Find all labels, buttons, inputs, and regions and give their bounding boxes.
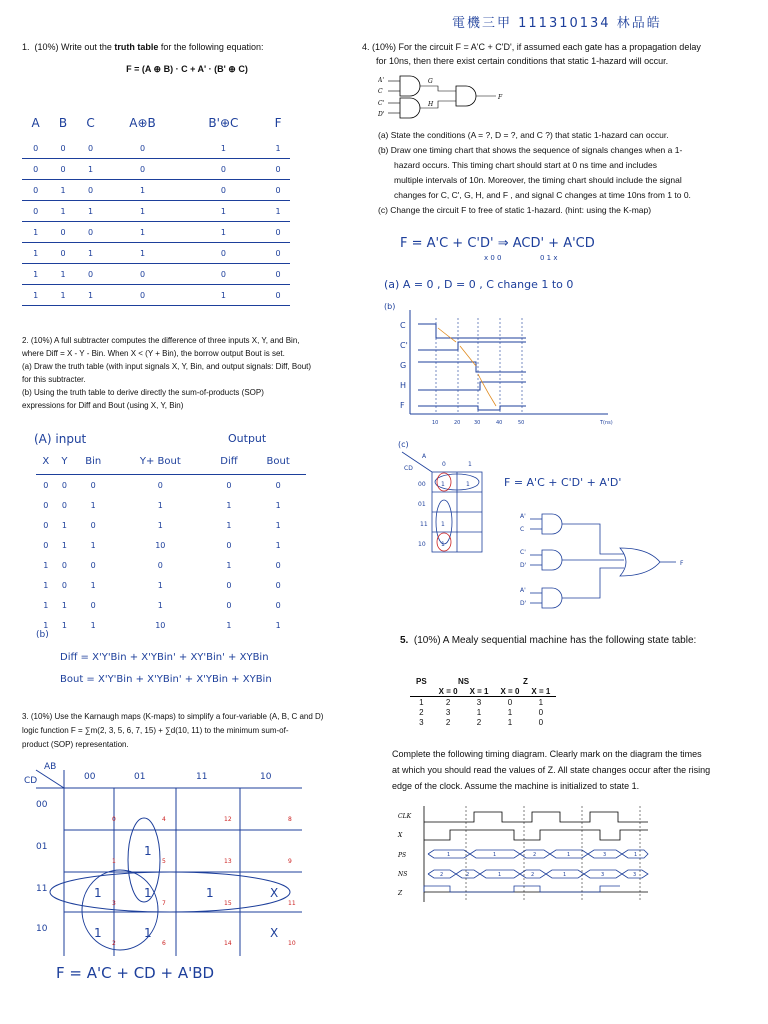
q3-kmap-col: 00	[84, 772, 96, 782]
table-cell: 1	[157, 600, 163, 610]
q3-kmap-minterm: 5	[162, 858, 166, 865]
table-cell: 1	[90, 500, 96, 510]
q4-label-b: (b)	[384, 302, 396, 311]
q1-header: C	[86, 116, 95, 130]
table-cell: 3	[464, 697, 495, 708]
table-cell: 1	[77, 285, 105, 306]
table-cell: 1	[181, 138, 266, 159]
table-cell: 1	[104, 243, 180, 264]
q4-circuit-diagram	[378, 72, 518, 122]
q1-truth-table	[22, 108, 290, 306]
q3-kmap-minterm: 11	[288, 900, 296, 907]
table-row	[410, 707, 556, 717]
table-cell: 0	[104, 264, 180, 285]
table-row	[22, 159, 290, 180]
q5-ps-value: 1	[567, 852, 571, 858]
gate-label-f: F	[498, 94, 503, 101]
q2-text: 2. (10%) A full subtracter computes the difference of three inputs X, Y, and Bin, where Diff = X - Y - Bin. When X < (Y + Bin), the borrow output Bout is set. (a) Draw the truth table (with input signals X, Y, Bin, and output signals: Diff, Bout) for this subtracter. (b) Using the truth table to derive directly the sum-of-products (SOP) expressions for Diff and Bout (using X, Y, Bin)	[22, 336, 312, 410]
q3-kmap-value: 1	[94, 926, 102, 940]
q3-kmap-minterm: 3	[112, 900, 116, 907]
table-cell: 0	[266, 285, 290, 306]
q4-expression-sub1: x 0 0	[484, 254, 502, 262]
q2-label-a: (A) input	[34, 432, 87, 446]
table-cell: 0	[43, 540, 49, 550]
table-cell: 2	[476, 717, 482, 727]
table-cell: 0	[77, 222, 105, 243]
q2-header: Y	[56, 448, 74, 475]
q5-ns-header: NS	[458, 676, 470, 686]
table-cell: 0	[275, 560, 281, 570]
table-cell: 0	[90, 560, 96, 570]
table-cell: 0	[226, 480, 232, 490]
table-cell: 1	[22, 285, 49, 306]
q3-kmap-value: X	[270, 926, 279, 940]
q3-kmap-minterm: 7	[162, 900, 166, 907]
gate-label-h: H	[428, 101, 434, 108]
gate-label-g: G	[428, 78, 433, 85]
q1-equation: F = (A ⊕ B) · C + A' · (B' ⊕ C)	[126, 64, 248, 74]
q3-kmap-minterm: 10	[288, 940, 296, 947]
timing-signal-h: H	[400, 381, 407, 390]
q4-kmap-cd: CD	[404, 465, 413, 472]
table-cell: 0	[181, 264, 266, 285]
q4-items: (a) State the conditions (A = ?, D = ?, and C ?) that static 1-hazard can occur. (b) Draw one timing chart that shows the sequence of signals changes when a 1- hazard occurs. This timing chart should start at 0 ns time and includes multiple intervals of 10n. Moreover, the timing chart should include the signal changes for C, C', G, H, and F , and signal C changes at time 10ns from 1 to 0. (c) Change the circuit F to free of static 1-hazard. (hint: using the K-map)	[378, 130, 691, 215]
timing-tick-40: 40	[496, 420, 503, 426]
q5-ns-value: 1	[563, 872, 567, 878]
table-cell: 1	[525, 697, 556, 708]
table-cell: 2	[419, 707, 424, 717]
gate-label-a-prime: A'	[378, 77, 384, 84]
table-cell: 0	[90, 480, 96, 490]
table-cell: 3	[419, 717, 424, 727]
table-cell: 10	[155, 620, 166, 630]
table-cell: 1	[275, 520, 281, 530]
table-cell: 0	[157, 480, 163, 490]
table-cell: 0	[181, 243, 266, 264]
q2-label-output: Output	[228, 432, 267, 445]
q5-ns-value: 1	[498, 872, 502, 878]
q3-text: 3. (10%) Use the Karnaugh maps (K-maps) to simplify a four-variable (A, B, C and D) logic function F = ∑m(2, 3, 5, 6, 7, 15) + ∑d(10, 11) to the minimum sum-of- product (SOP) representation.	[22, 712, 324, 749]
q3-kmap-value: 1	[94, 886, 102, 900]
table-cell: 0	[61, 560, 67, 570]
q3-kmap-minterm: 15	[224, 900, 232, 907]
table-row	[22, 138, 290, 159]
table-cell: 0	[275, 600, 281, 610]
q4-answer-c: F = A'C + C'D' + A'D'	[504, 476, 622, 489]
q5-state-table	[410, 676, 556, 727]
q1-header: A	[31, 116, 40, 130]
q3-kmap-row: 11	[36, 884, 48, 894]
q3-ab-label: AB	[44, 762, 57, 772]
table-cell: 1	[22, 243, 49, 264]
table-cell: 1	[181, 222, 266, 243]
q2-bout-expression: Bout = X'Y'Bin + X'YBin' + X'YBin + XYBin	[60, 674, 272, 685]
table-cell: 1	[266, 201, 290, 222]
table-cell: 1	[275, 500, 281, 510]
table-cell: 1	[49, 264, 76, 285]
table-cell: 0	[157, 560, 163, 570]
table-cell: 0	[226, 580, 232, 590]
q3-kmap	[22, 760, 322, 960]
table-row	[22, 243, 290, 264]
q2-truth-table	[36, 448, 306, 635]
q4-kmap-row-01: 01	[418, 501, 426, 508]
q5-sub-header: X = 0	[500, 686, 520, 696]
gate-label-d-prime: D'	[378, 111, 385, 118]
table-cell: 0	[61, 480, 67, 490]
circuit-label-c: C	[520, 526, 525, 533]
table-cell: 0	[43, 500, 49, 510]
q1-header: B'⊕C	[208, 116, 239, 130]
table-row	[36, 515, 306, 535]
q4-kmap-col-0: 0	[442, 461, 446, 468]
table-cell: 1	[181, 201, 266, 222]
circuit-label-f: F	[680, 560, 684, 567]
q3-kmap-value: 1	[144, 886, 152, 900]
q3-kmap-value: 1	[206, 886, 214, 900]
table-cell: 1	[226, 500, 232, 510]
q1-header: F	[274, 116, 282, 130]
q3-kmap-minterm: 2	[112, 940, 116, 947]
table-cell: 0	[77, 138, 105, 159]
table-row	[22, 222, 290, 243]
q1-header: B	[58, 116, 68, 130]
table-cell: 0	[104, 138, 180, 159]
table-cell: 1	[226, 520, 232, 530]
table-cell: 0	[104, 159, 180, 180]
table-cell: 0	[43, 520, 49, 530]
table-row	[410, 717, 556, 727]
table-cell: 0	[49, 138, 76, 159]
table-cell: 1	[157, 500, 163, 510]
q2-header: Bout	[250, 448, 306, 475]
q4-kmap-cell: 1	[441, 521, 445, 528]
table-cell: 1	[157, 520, 163, 530]
q2-header: Y+ Bout	[113, 448, 208, 475]
q5-signal-ps: PS	[398, 852, 407, 859]
table-cell: 1	[275, 540, 281, 550]
table-cell: 0	[181, 159, 266, 180]
table-cell: 1	[61, 600, 67, 610]
q3-kmap-value: 1	[144, 844, 152, 858]
table-cell: 0	[275, 480, 281, 490]
table-cell: 0	[77, 264, 105, 285]
table-cell: 1	[226, 560, 232, 570]
q5-ps-value: 2	[533, 852, 537, 858]
table-cell: 1	[43, 580, 49, 590]
table-row	[410, 697, 556, 708]
table-cell: 10	[155, 540, 166, 550]
q1-title: 1. (10%) Write out the truth table for the following equation:	[22, 42, 264, 52]
table-cell: 1	[77, 159, 105, 180]
table-cell: 1	[181, 285, 266, 306]
table-cell: 1	[77, 243, 105, 264]
table-cell: 0	[494, 697, 525, 708]
q5-signal-z: Z	[398, 890, 403, 897]
q3-kmap-value: 1	[144, 926, 152, 940]
q3-kmap-col: 01	[134, 772, 146, 782]
student-header: 電機三甲 111310134 林品皓	[452, 16, 662, 31]
table-row	[36, 615, 306, 635]
q5-ps-value: 1	[634, 852, 638, 858]
table-cell: 1	[104, 201, 180, 222]
table-cell: 0	[49, 159, 76, 180]
table-cell: 1	[49, 201, 76, 222]
q5-signal-clk: CLK	[398, 813, 412, 820]
q5-ps-value: 3	[603, 852, 607, 858]
q4-timing-chart	[396, 310, 626, 430]
table-cell: 1	[61, 540, 67, 550]
q5-sub-header: X = 1	[531, 686, 551, 696]
table-cell: 0	[226, 540, 232, 550]
table-cell: 1	[90, 540, 96, 550]
timing-signal-f: F	[400, 401, 405, 410]
table-row	[36, 475, 306, 496]
q4-kmap-col-1: 1	[468, 461, 472, 468]
q2-label-b: (b)	[36, 630, 49, 640]
table-cell: 1	[61, 620, 67, 630]
timing-tick-20: 20	[454, 420, 461, 426]
q3-kmap-row: 01	[36, 842, 48, 852]
q3-kmap-minterm: 1	[112, 858, 116, 865]
table-row	[36, 555, 306, 575]
table-cell: 1	[49, 180, 76, 201]
q2-header: Bin	[73, 448, 113, 475]
table-cell: 0	[266, 243, 290, 264]
q4-kmap-cell: 1	[466, 481, 470, 488]
q4-expression-sub2: 0 1 x	[540, 254, 558, 262]
table-cell: 0	[266, 180, 290, 201]
table-cell: 0	[275, 580, 281, 590]
table-cell: 1	[22, 222, 49, 243]
table-cell: 1	[507, 707, 513, 717]
q2-header: Diff	[208, 448, 251, 475]
table-row	[22, 264, 290, 285]
q5-ns-value: 2	[466, 872, 470, 878]
q4-kmap-row-10: 10	[418, 541, 426, 548]
table-cell: 1	[476, 707, 482, 717]
table-cell: 1	[507, 717, 513, 727]
gate-label-c: C	[378, 88, 383, 95]
table-row	[36, 495, 306, 515]
q2-header: X	[36, 448, 56, 475]
table-cell: 1	[22, 264, 49, 285]
table-cell: 1	[43, 620, 49, 630]
circuit-label-c-prime: C'	[520, 549, 526, 556]
table-row	[36, 535, 306, 555]
q3-answer: F = A'C + CD + A'BD	[56, 964, 215, 982]
q5-ps-header: PS	[416, 676, 427, 686]
q3-kmap-col: 11	[196, 772, 208, 782]
table-cell: 1	[43, 600, 49, 610]
table-cell: 0	[49, 243, 76, 264]
q4-label-c: (c)	[398, 440, 409, 449]
q5-sub-header: X = 0	[438, 686, 458, 696]
q5-ns-value: 3	[633, 872, 637, 878]
circuit-label-d-prime: D'	[520, 562, 527, 569]
q5-sub-header: X = 1	[469, 686, 489, 696]
table-cell: 1	[104, 180, 180, 201]
table-cell: 2	[433, 697, 464, 708]
q4-text: 4. (10%) For the circuit F = A'C + C'D', if assumed each gate has a propagation delay for 10ns, then there exist certain conditions that static 1-hazard will occur.	[362, 42, 701, 66]
q5-ps-value: 1	[447, 852, 451, 858]
q5-signal-x: X	[398, 832, 403, 839]
table-cell: 1	[275, 620, 281, 630]
table-cell: 1	[49, 285, 76, 306]
q4-kmap-a: A	[422, 453, 427, 460]
timing-signal-c: C	[400, 321, 406, 330]
table-cell: 1	[266, 138, 290, 159]
timing-signal-g: G	[400, 361, 407, 370]
table-cell: 0	[22, 180, 49, 201]
table-cell: 0	[22, 138, 49, 159]
q4-kmap	[398, 448, 488, 558]
timing-tick-10: 10	[432, 420, 439, 426]
table-cell: 1	[61, 520, 67, 530]
q4-kmap-row-00: 00	[418, 481, 426, 488]
table-cell: 0	[266, 159, 290, 180]
q3-kmap-minterm: 12	[224, 816, 232, 823]
table-cell: 0	[61, 500, 67, 510]
table-cell: 0	[61, 580, 67, 590]
table-cell: 0	[22, 159, 49, 180]
table-cell: 3	[445, 707, 451, 717]
circuit-label-a-prime-2: A'	[520, 587, 526, 594]
q4-kmap-cell: 1	[441, 481, 445, 488]
table-row	[22, 180, 290, 201]
timing-unit: T(ns)	[600, 420, 613, 426]
q4-kmap-cell: 1	[441, 541, 445, 548]
table-cell: 0	[538, 717, 544, 727]
q3-kmap-minterm: 13	[224, 858, 232, 865]
table-cell: 0	[226, 600, 232, 610]
table-cell: 0	[266, 222, 290, 243]
q5-ns-value: 2	[440, 872, 444, 878]
table-cell: 0	[104, 285, 180, 306]
q4-kmap-row-11: 11	[420, 521, 428, 528]
circuit-label-d-prime-2: D'	[520, 600, 527, 607]
table-cell: 1	[226, 620, 232, 630]
q3-cd-label: CD	[24, 776, 38, 786]
table-cell: 2	[445, 717, 451, 727]
q5-title: 5. (10%) A Mealy sequential machine has the following state table:	[400, 635, 697, 646]
table-cell: 1	[43, 560, 49, 570]
q3-kmap-minterm: 6	[162, 940, 166, 947]
q3-kmap-col: 10	[260, 772, 272, 782]
q3-kmap-minterm: 8	[288, 816, 292, 823]
q2-diff-expression: Diff = X'Y'Bin + X'YBin' + XY'Bin' + XYBin	[60, 652, 269, 663]
table-cell: 1	[90, 580, 96, 590]
table-cell: 0	[90, 520, 96, 530]
q4-expression: F = A'C + C'D' ⇒ ACD' + A'CD	[400, 236, 595, 251]
q3-kmap-minterm: 14	[224, 940, 232, 947]
table-row	[36, 575, 306, 595]
timing-signal-c-prime: C'	[400, 341, 408, 350]
q5-ps-value: 1	[493, 852, 497, 858]
q3-kmap-row: 00	[36, 800, 48, 810]
table-cell: 1	[157, 580, 163, 590]
table-cell: 1	[104, 222, 180, 243]
table-row	[22, 285, 290, 306]
table-cell: 0	[43, 480, 49, 490]
table-cell: 0	[49, 222, 76, 243]
table-cell: 1	[77, 201, 105, 222]
q1-header: A⊕B	[129, 116, 156, 130]
table-cell: 0	[77, 180, 105, 201]
timing-tick-30: 30	[474, 420, 481, 426]
gate-label-c-prime: C'	[378, 100, 385, 107]
q3-kmap-row: 10	[36, 924, 48, 934]
q5-z-header: Z	[522, 676, 528, 686]
q5-instructions: Complete the following timing diagram. Clearly mark on the diagram the times at which you should read the values of Z. All state changes occur after the rising edge of the clock. Assume the machine is initialized to state 1.	[392, 749, 711, 791]
table-cell: 0	[22, 201, 49, 222]
circuit-label-a-prime: A'	[520, 513, 526, 520]
q3-kmap-minterm: 0	[112, 816, 116, 823]
table-cell: 1	[410, 697, 433, 708]
table-row	[22, 201, 290, 222]
q3-kmap-minterm: 4	[162, 816, 166, 823]
table-cell: 0	[90, 600, 96, 610]
table-cell: 1	[90, 620, 96, 630]
q4-hazard-free-circuit	[520, 506, 700, 616]
q4-answer-a: (a) A = 0 , D = 0 , C change 1 to 0	[384, 278, 574, 291]
q5-ns-value: 2	[531, 872, 535, 878]
table-row	[36, 595, 306, 615]
table-cell: 0	[181, 180, 266, 201]
q5-ns-value: 3	[601, 872, 605, 878]
q3-kmap-minterm: 9	[288, 858, 292, 865]
q3-kmap-value: X	[270, 886, 279, 900]
q5-signal-ns: NS	[398, 871, 408, 878]
table-cell: 0	[266, 264, 290, 285]
timing-tick-50: 50	[518, 420, 525, 426]
q5-timing-diagram	[394, 806, 664, 902]
table-cell: 0	[538, 707, 544, 717]
